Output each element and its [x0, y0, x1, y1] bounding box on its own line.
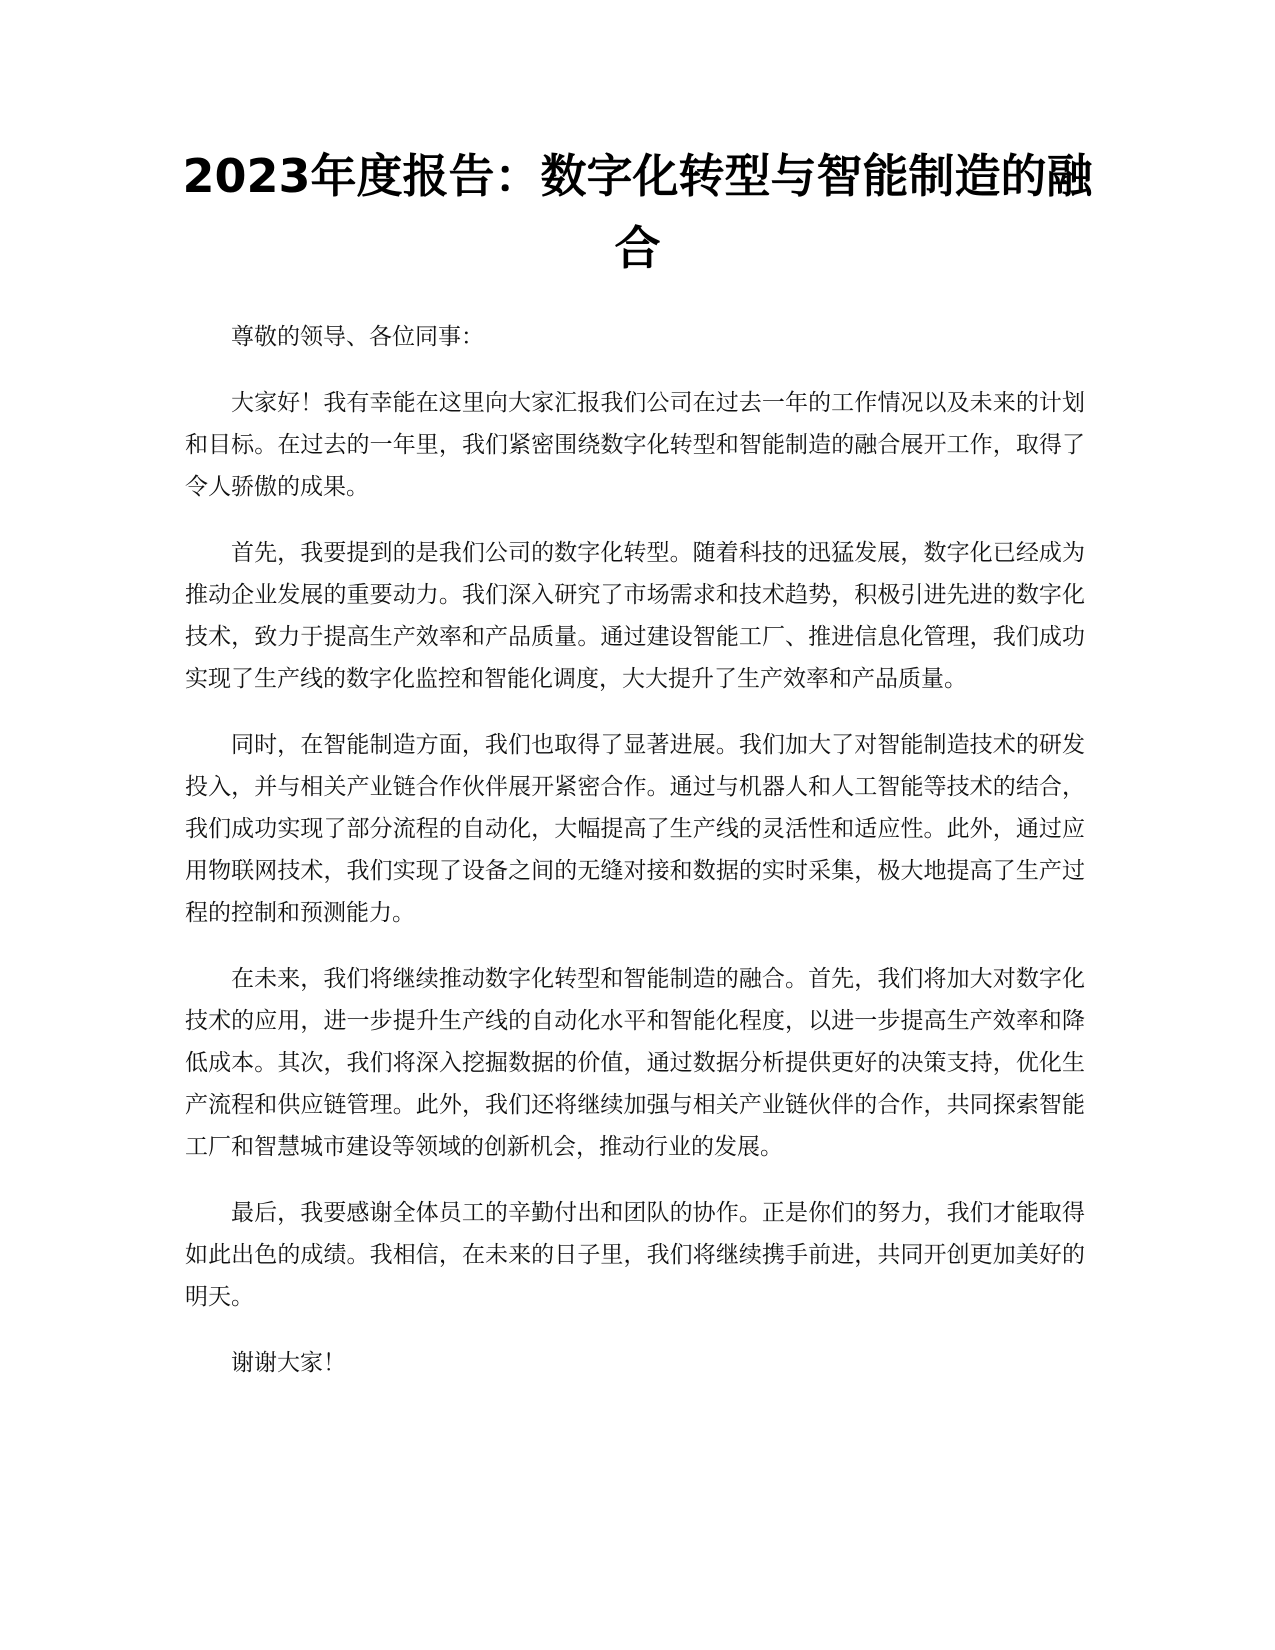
body-paragraph: 同时，在智能制造方面，我们也取得了显著进展。我们加大了对智能制造技术的研发投入，并与相关产业链合作伙伴展开紧密合作。通过与机器人和人工智能等技术的结合，我们成功实现了部分流程的自动化，大幅提高了生产线的灵活性和适应性。此外，通过应用物联网技术，我们实现了设备之间的无缝对接和数据的实时采集，极大地提高了生产过程的控制和预测能力。	[185, 732, 1085, 926]
closing-paragraph: 谢谢大家！	[231, 1350, 346, 1376]
salutation-paragraph: 尊敬的领导、各位同事：	[231, 324, 484, 350]
body-paragraph: 在未来，我们将继续推动数字化转型和智能制造的融合。首先，我们将加大对数字化技术的应用，进一步提升生产线的自动化水平和智能化程度，以进一步提高生产效率和降低成本。其次，我们将深入挖掘数据的价值，通过数据分析提供更好的决策支持，优化生产流程和供应链管理。此外，我们还将继续加强与相关产业链伙伴的合作，共同探索智能工厂和智慧城市建设等领域的创新机会，推动行业的发展。	[185, 966, 1085, 1160]
document-title: 2023年度报告：数字化转型与智能制造的融合	[182, 149, 1093, 275]
document-body	[185, 316, 1085, 1408]
body-paragraph: 首先，我要提到的是我们公司的数字化转型。随着科技的迅猛发展，数字化已经成为推动企业发展的重要动力。我们深入研究了市场需求和技术趋势，积极引进先进的数字化技术，致力于提高生产效率和产品质量。通过建设智能工厂、推进信息化管理，我们成功实现了生产线的数字化监控和智能化调度，大大提升了生产效率和产品质量。	[185, 540, 1085, 692]
body-paragraph: 最后，我要感谢全体员工的辛勤付出和团队的协作。正是你们的努力，我们才能取得如此出色的成绩。我相信，在未来的日子里，我们将继续携手前进，共同开创更加美好的明天。	[185, 1200, 1085, 1310]
body-paragraph: 大家好！我有幸能在这里向大家汇报我们公司在过去一年的工作情况以及未来的计划和目标。在过去的一年里，我们紧密围绕数字化转型和智能制造的融合展开工作，取得了令人骄傲的成果。	[185, 390, 1085, 500]
